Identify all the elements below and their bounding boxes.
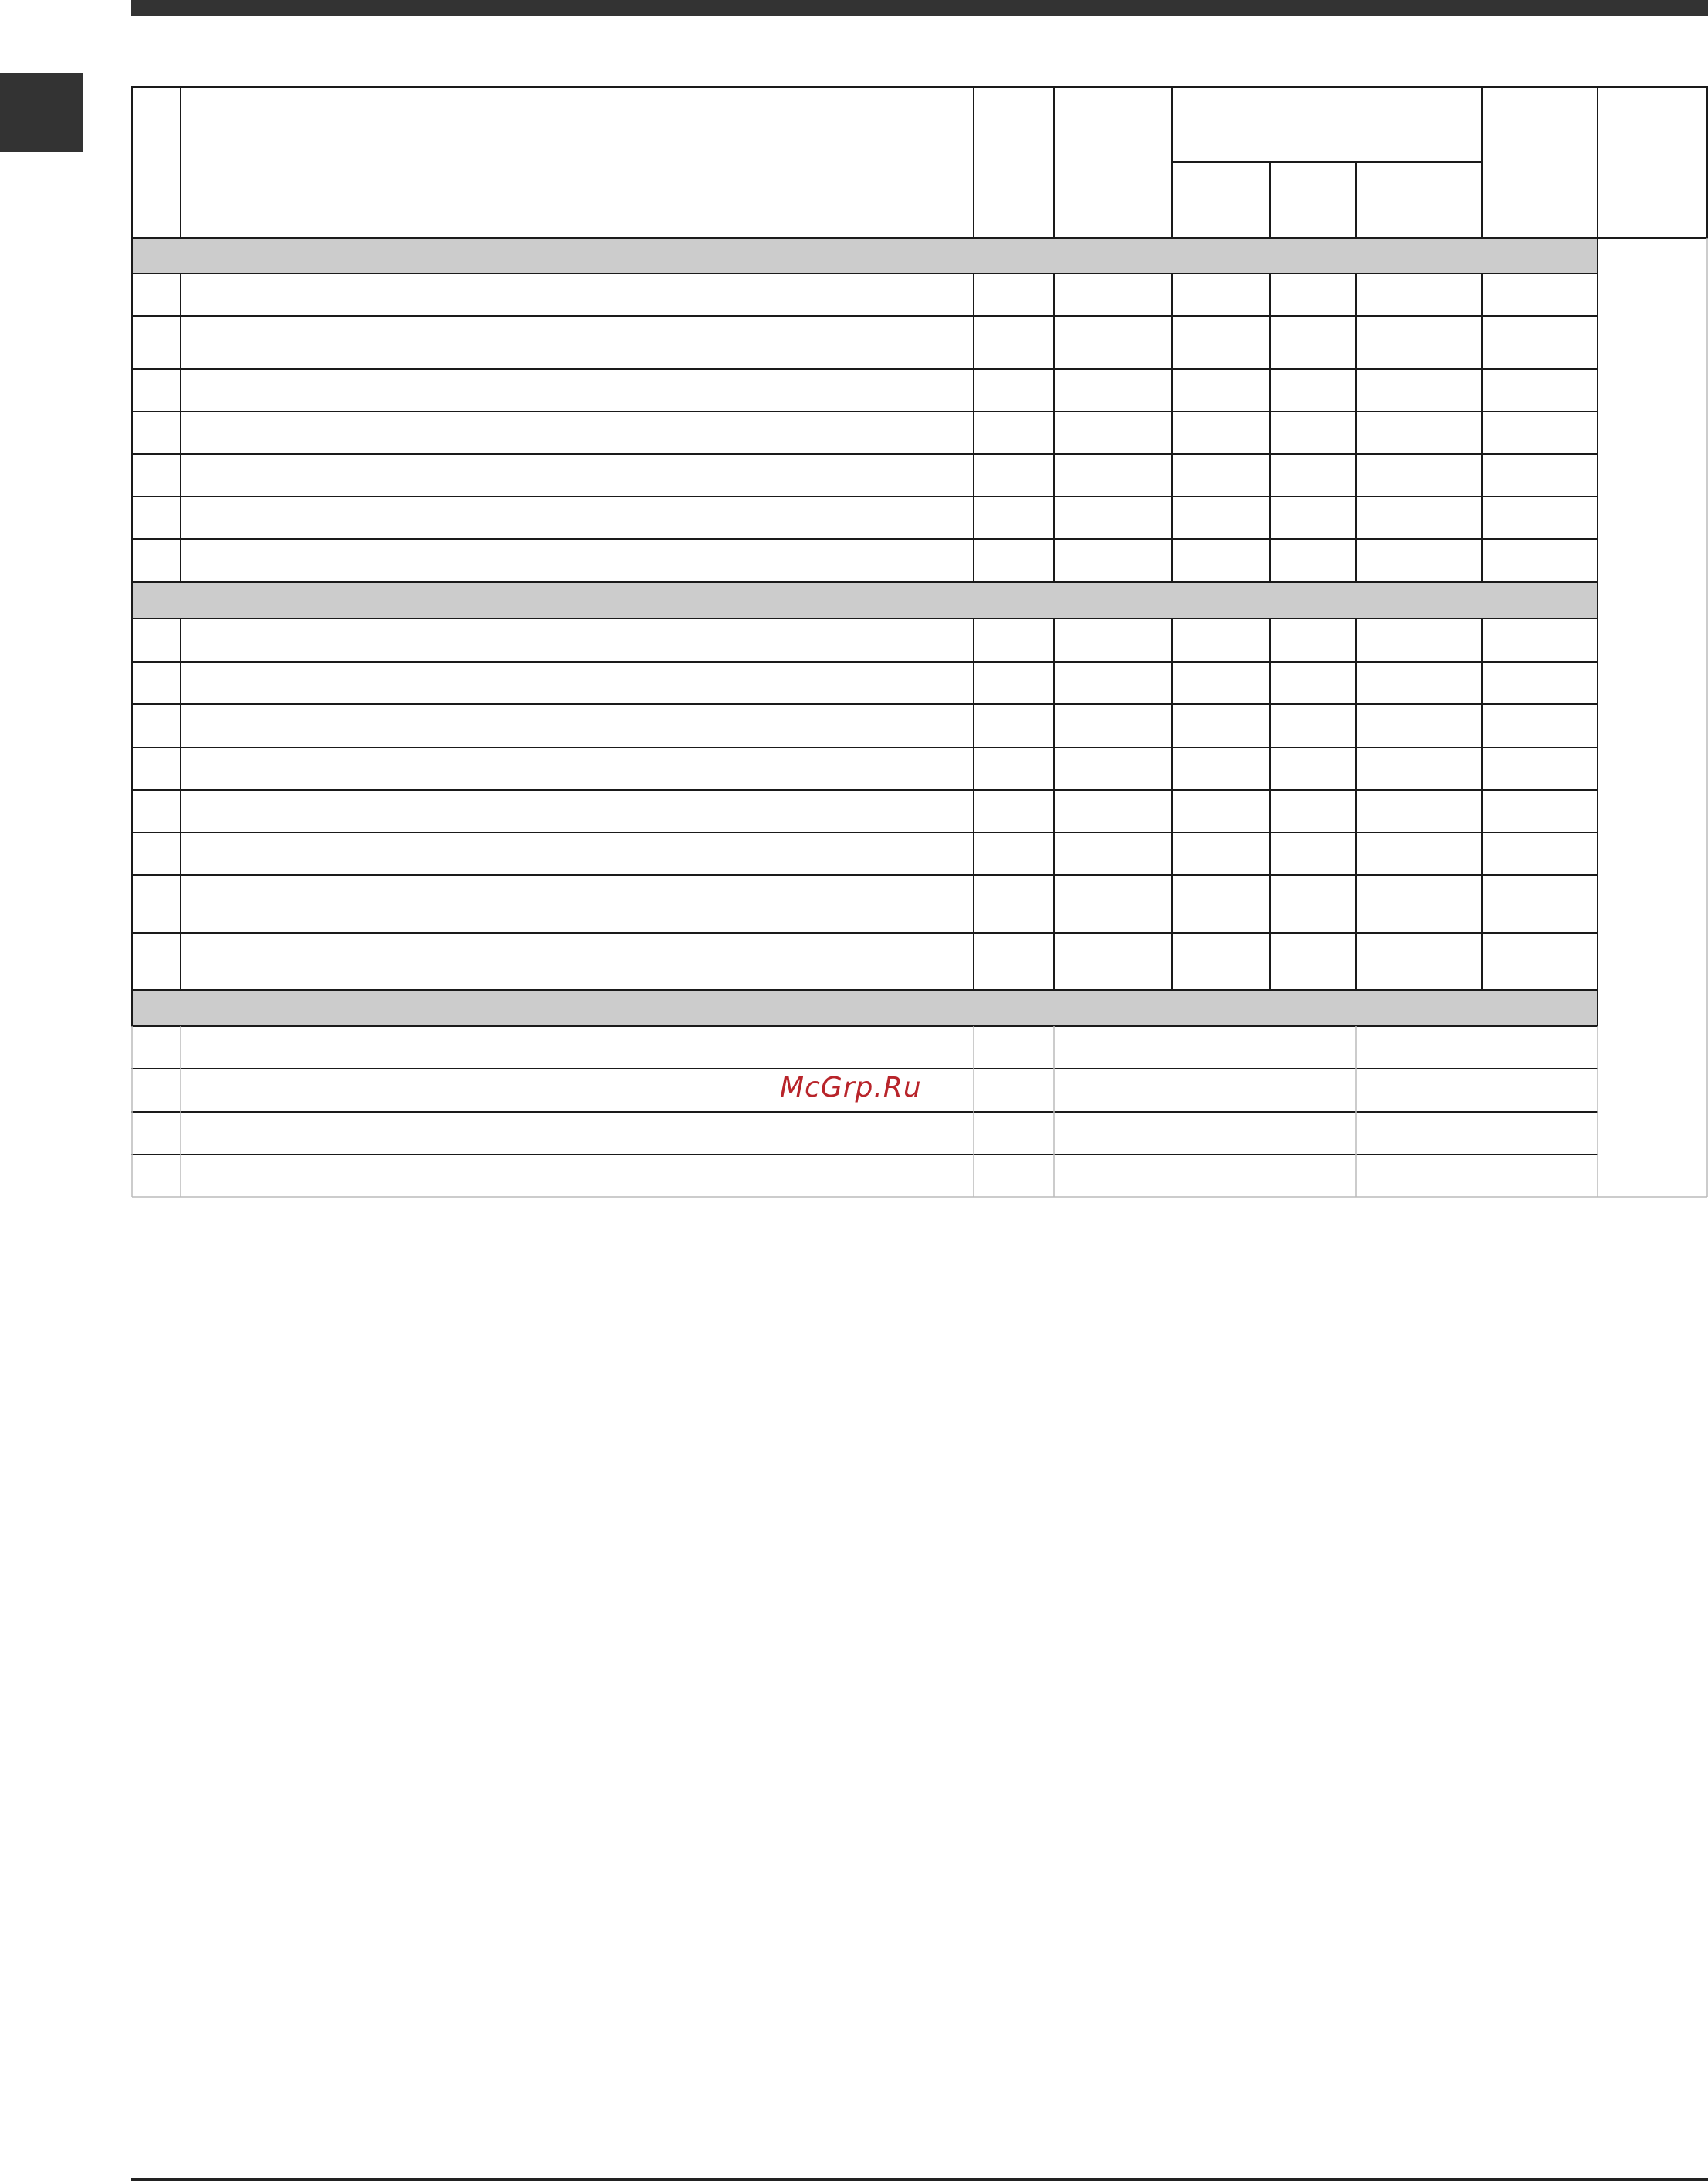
section-header-3 [131, 990, 1598, 1026]
section-header-1 [131, 238, 1598, 273]
watermark-text: McGrp.Ru [780, 1072, 922, 1103]
section-header-2 [131, 582, 1598, 619]
table-header [132, 87, 1707, 238]
footer-rule [131, 2178, 1708, 2181]
table-faint-lines [132, 238, 1707, 1197]
section-bands [131, 238, 1598, 1026]
